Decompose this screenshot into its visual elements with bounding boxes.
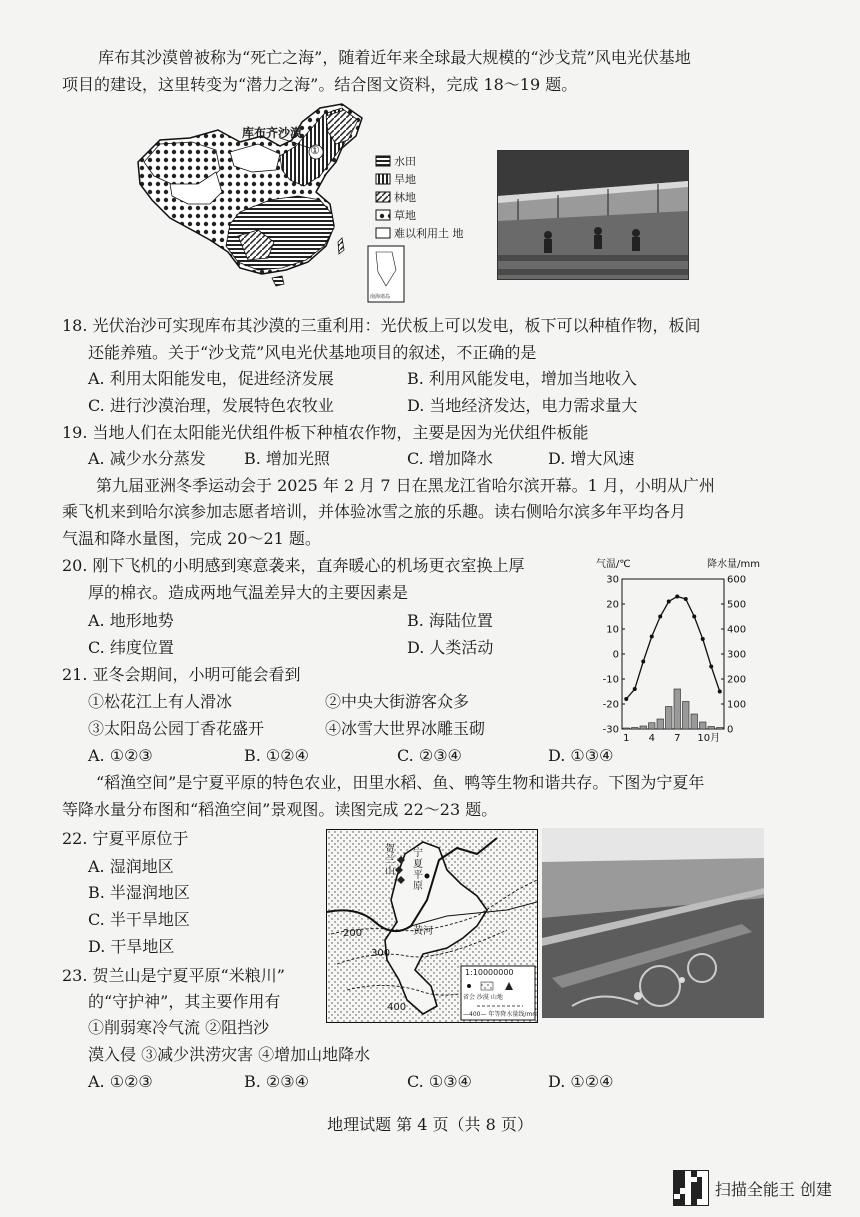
- q21-stem: 21. 亚冬会期间，小明可能会看到: [62, 665, 301, 684]
- temp-point-1: [624, 697, 628, 701]
- x-tick-label: 7: [674, 733, 681, 744]
- right-tick-label: 300: [727, 649, 747, 661]
- legend-paddy: 水田: [394, 155, 416, 168]
- map-legend-isohyet: —400— 年等降水量线/mm: [463, 1011, 539, 1018]
- harbin-climate-chart: [592, 553, 760, 745]
- right-tick-label: 600: [727, 574, 747, 586]
- intro2-line2: 乘飞机来到哈尔滨参加志愿者培训，并体验冰雪之旅的乐趣。读右侧哈尔滨多年平均各月: [62, 502, 687, 521]
- chart-plot-frame: [622, 579, 724, 729]
- temp-point-4: [650, 635, 654, 639]
- left-tick-label: 0: [612, 649, 619, 661]
- precip-bar-8: [683, 702, 690, 730]
- ningxia-precipitation-map: [326, 829, 538, 1023]
- temp-point-7: [675, 595, 679, 599]
- legend-dry: 旱地: [394, 173, 416, 186]
- right-tick-label: 100: [727, 699, 747, 711]
- intro2-line3: 气温和降水量图，完成 20～21 题。: [62, 529, 321, 548]
- q23-option-d[interactable]: D. ①②④: [548, 1072, 614, 1091]
- q21-statement-4: ④冰雪大世界冰雕玉砌: [325, 719, 486, 738]
- q18-line2: 还能养殖。关于“沙戈荒”风电光伏基地项目的叙述，不正确的是: [88, 343, 537, 362]
- q23-option-c[interactable]: C. ①③④: [407, 1072, 472, 1091]
- right-axis-label: 降水量/mm: [707, 559, 760, 570]
- china-landuse-map: [130, 100, 490, 305]
- left-tick-label: 20: [606, 599, 619, 611]
- left-tick-label: -10: [602, 674, 619, 686]
- q20-option-a[interactable]: A. 地形地势: [88, 611, 174, 630]
- x-tick-label: 4: [648, 733, 655, 744]
- intro1-line2: 项目的建设，这里转变为“潜力之海”。结合图文资料，完成 18～19 题。: [62, 75, 578, 94]
- intro1-line1: 库布其沙漠曾被称为“死亡之海”，随着近年来全球最大规模的“沙戈荒”风电光伏基地: [98, 48, 691, 67]
- temperature-line: [626, 597, 720, 700]
- scanner-stamp: [673, 1170, 832, 1206]
- isohyet-200: 200: [343, 928, 363, 939]
- temp-point-9: [692, 615, 696, 619]
- precip-bar-3: [640, 726, 647, 729]
- q18-option-b[interactable]: B. 利用风能发电，增加当地收入: [407, 369, 637, 388]
- temp-point-8: [684, 597, 688, 601]
- legend-grass: 草地: [394, 209, 416, 222]
- q23-line4: 漠入侵 ③减少洪涝灾害 ④增加山地降水: [88, 1045, 371, 1064]
- inset-label: 南海诸岛: [370, 294, 391, 300]
- q22-option-b[interactable]: B. 半湿润地区: [88, 883, 190, 902]
- intro3-line2: 等降水量分布图和“稻渔空间”景观图。读图完成 22～23 题。: [62, 800, 498, 819]
- temp-point-2: [633, 687, 637, 691]
- precip-bar-10: [700, 722, 707, 729]
- yellow-river-label: 黄河: [413, 926, 433, 937]
- right-tick-label: 500: [727, 599, 747, 611]
- temp-point-6: [667, 600, 671, 604]
- climate-chart-svg: [592, 553, 760, 745]
- qr-code-icon: [673, 1170, 709, 1206]
- solar-farm-photo: [497, 150, 689, 280]
- precip-bar-11: [708, 727, 715, 730]
- q23-line2: 的“守护神”，其主要作用有: [88, 992, 281, 1011]
- left-tick-label: -30: [602, 724, 619, 736]
- scanner-stamp-text: 扫描全能王 创建: [714, 1179, 832, 1199]
- q23-option-a[interactable]: A. ①②③: [88, 1072, 153, 1091]
- q22-stem: 22. 宁夏平原位于: [62, 829, 189, 848]
- page-footer: 地理试题 第 4 页（共 8 页）: [327, 1115, 533, 1134]
- precip-bar-6: [666, 707, 673, 730]
- helan-mountain-label: 贺兰山: [385, 844, 395, 877]
- temp-point-3: [641, 660, 645, 664]
- legend-unusable: 难以利用土 地: [394, 227, 464, 240]
- q20-line1: 20. 刚下飞机的小明感到寒意袭来，直奔暖心的机场更衣室换上厚: [62, 556, 525, 575]
- q19-stem: 19. 当地人们在太阳能光伏组件板下种植农作物，主要是因为光伏组件板能: [62, 423, 589, 442]
- rice-fish-landscape-photo: [542, 828, 764, 1018]
- temp-point-10: [701, 637, 705, 641]
- right-tick-label: 200: [727, 674, 747, 686]
- right-tick-label: 400: [727, 624, 747, 636]
- q23-line1: 23. 贺兰山是宁夏平原“米粮川”: [62, 966, 285, 985]
- q19-option-d[interactable]: D. 增大风速: [548, 449, 635, 468]
- temp-point-5: [658, 615, 662, 619]
- left-axis-label: 气温/℃: [596, 559, 631, 570]
- q23-option-b[interactable]: B. ②③④: [244, 1072, 309, 1091]
- q21-statement-3: ③太阳岛公园丁香花盛开: [88, 719, 265, 738]
- q21-option-a[interactable]: A. ①②③: [88, 746, 153, 765]
- q22-option-c[interactable]: C. 半干旱地区: [88, 910, 190, 929]
- marker-1: ①: [310, 144, 320, 157]
- q19-option-a[interactable]: A. 减少水分蒸发: [88, 449, 206, 468]
- precip-bar-7: [674, 689, 681, 729]
- precip-bar-9: [691, 714, 698, 729]
- ningxia-plain-label: 宁夏平原: [413, 848, 423, 892]
- q18-option-d[interactable]: D. 当地经济发达，电力需求量大: [407, 396, 638, 415]
- q20-line2: 厚的棉衣。造成两地气温差异大的主要因素是: [88, 583, 409, 602]
- right-tick-label: 0: [727, 724, 734, 736]
- desert-label: 库布齐沙漠: [242, 126, 303, 140]
- q21-statement-2: ②中央大街游客众多: [325, 692, 470, 711]
- q18-option-a[interactable]: A. 利用太阳能发电，促进经济发展: [88, 369, 334, 388]
- q18-line1: 18. 光伏治沙可实现库布其沙漠的三重利用：光伏板上可以发电，板下可以种植作物，板间: [62, 316, 701, 335]
- precip-bar-4: [649, 723, 656, 729]
- map-legend-items: 省会 沙漠 山地: [463, 994, 503, 1001]
- map-scale: 1:10000000: [465, 968, 514, 977]
- q20-option-c[interactable]: C. 纬度位置: [88, 638, 174, 657]
- precip-bar-12: [717, 728, 724, 730]
- q19-option-c[interactable]: C. 增加降水: [407, 449, 493, 468]
- isohyet-300: 300: [371, 948, 391, 959]
- left-tick-label: 30: [606, 574, 619, 586]
- q22-option-d[interactable]: D. 干旱地区: [88, 937, 175, 956]
- q18-option-c[interactable]: C. 进行沙漠治理，发展特色农牧业: [88, 396, 334, 415]
- q23-line3: ①削弱寒冷气流 ②阻挡沙: [88, 1018, 270, 1037]
- legend-forest: 林地: [394, 191, 416, 204]
- left-tick-label: -20: [602, 699, 619, 711]
- x-tick-label: 10月: [697, 733, 721, 744]
- isohyet-400: 400: [387, 1002, 407, 1013]
- precip-bar-2: [632, 728, 639, 730]
- q22-option-a[interactable]: A. 湿润地区: [88, 857, 174, 876]
- q19-option-b[interactable]: B. 增加光照: [244, 449, 330, 468]
- intro3-line1: “稻渔空间”是宁夏平原的特色农业，田里水稻、鱼、鸭等生物和谐共存。下图为宁夏年: [96, 773, 705, 792]
- q20-option-b[interactable]: B. 海陆位置: [407, 611, 493, 630]
- left-tick-label: 10: [606, 624, 619, 636]
- precip-bar-1: [623, 728, 630, 729]
- temp-point-12: [718, 690, 722, 694]
- q21-option-c[interactable]: C. ②③④: [397, 746, 462, 765]
- intro2-line1: 第九届亚洲冬季运动会于 2025 年 2 月 7 日在黑龙江省哈尔滨开幕。1 月，小明从广州: [96, 476, 715, 495]
- q21-statement-1: ①松花江上有人滑冰: [88, 692, 233, 711]
- temp-point-11: [709, 665, 713, 669]
- x-tick-label: 1: [623, 733, 630, 744]
- q20-option-d[interactable]: D. 人类活动: [407, 638, 494, 657]
- precip-bar-5: [657, 719, 664, 729]
- q21-option-d[interactable]: D. ①③④: [548, 746, 614, 765]
- q21-option-b[interactable]: B. ①②④: [244, 746, 309, 765]
